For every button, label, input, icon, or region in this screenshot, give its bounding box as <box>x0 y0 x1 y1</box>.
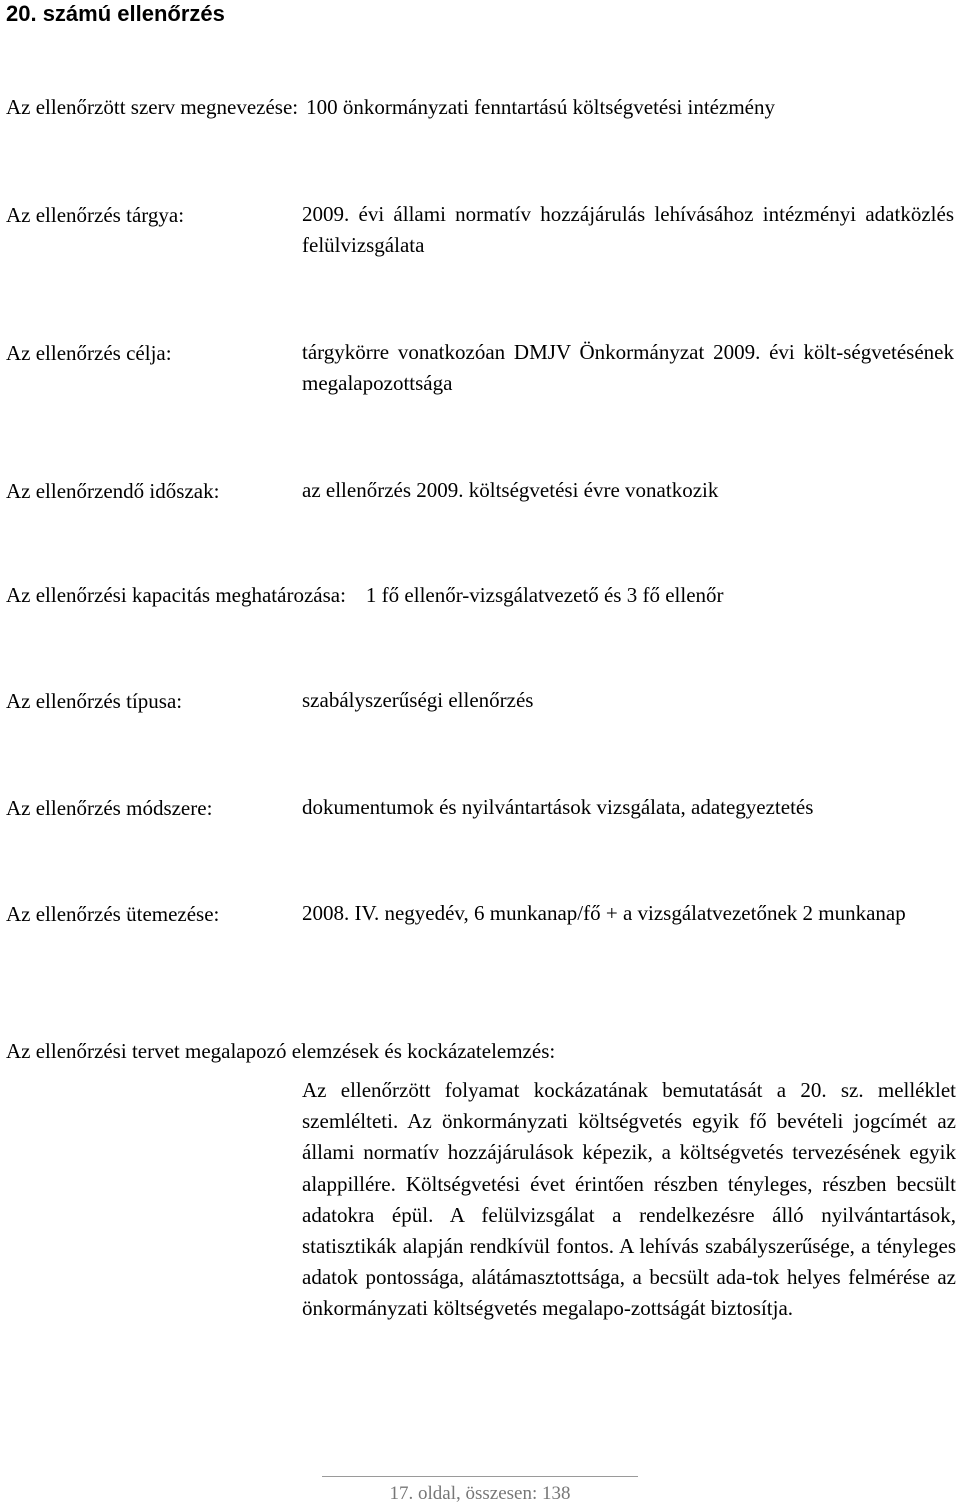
modszere-value: dokumentumok és nyilvántartások vizsgálata, adategyeztetés <box>302 795 814 819</box>
idoszak-label: Az ellenőrzendő időszak: <box>6 479 220 503</box>
szerv-value: 100 önkormányzati fenntartású költségvetési intézmény <box>306 95 775 119</box>
footer-divider <box>322 1476 638 1477</box>
targya-label: Az ellenőrzés tárgya: <box>6 203 185 227</box>
kapacitas-label: Az ellenőrzési kapacitás meghatározása: <box>6 583 346 607</box>
page-title: 20. számú ellenőrzés <box>6 1 225 26</box>
tipusa-value: szabályszerűségi ellenőrzés <box>302 688 534 712</box>
targya-value: 2009. évi állami normatív hozzájárulás lehívásához intézményi adatközlés felülvizsgálata <box>302 202 954 257</box>
analysis-label: Az ellenőrzési tervet megalapozó elemzések és kockázatelemzés: <box>6 1039 556 1063</box>
kapacitas-value: 1 fő ellenőr-vizsgálatvezető és 3 fő ellenőr <box>365 583 724 607</box>
szerv-row <box>6 92 775 122</box>
modszere-label: Az ellenőrzés módszere: <box>6 796 213 820</box>
utemezese-value: 2008. IV. negyedév, 6 munkanap/fő + a vizsgálatvezetőnek 2 munkanap <box>302 901 906 925</box>
celja-label: Az ellenőrzés célja: <box>6 341 172 365</box>
kapacitas-row <box>6 580 724 610</box>
utemezese-label: Az ellenőrzés ütemezése: <box>6 902 220 926</box>
tipusa-label: Az ellenőrzés típusa: <box>6 689 183 713</box>
idoszak-value: az ellenőrzés 2009. költségvetési évre vonatkozik <box>302 478 719 502</box>
page-footer: 17. oldal, összesen: 138 <box>389 1483 571 1504</box>
analysis-paragraph: Az ellenőrzött folyamat kockázatának bemutatását a 20. sz. melléklet szemlélteti. Az önkormányzati költségvetés egyik fő bevételi jogcímét az állami normatív hozzájárulások képezik, a költségvetés tervezésének egyik alappillére. Költségvetési évet érintően részben tényleges, részben becsült adatokra épül. A felülvizsgálat a rendelkezésre álló nyilvántartások, statisztikák alapján rendkívül fontos. A lehívás szabályszerűsége, a tényleges adatok pontossága, alátámasztottsága, a becsült ada-tok helyes felmérése az önkormányzati költségvetés megalapo-zottságát biztosítja. <box>302 1078 956 1321</box>
celja-value: tárgykörre vonatkozóan DMJV Önkormányzat 2009. évi költ-ségvetésének megalapozottsága <box>302 340 954 395</box>
szerv-label: Az ellenőrzött szerv megnevezése: <box>6 95 299 119</box>
